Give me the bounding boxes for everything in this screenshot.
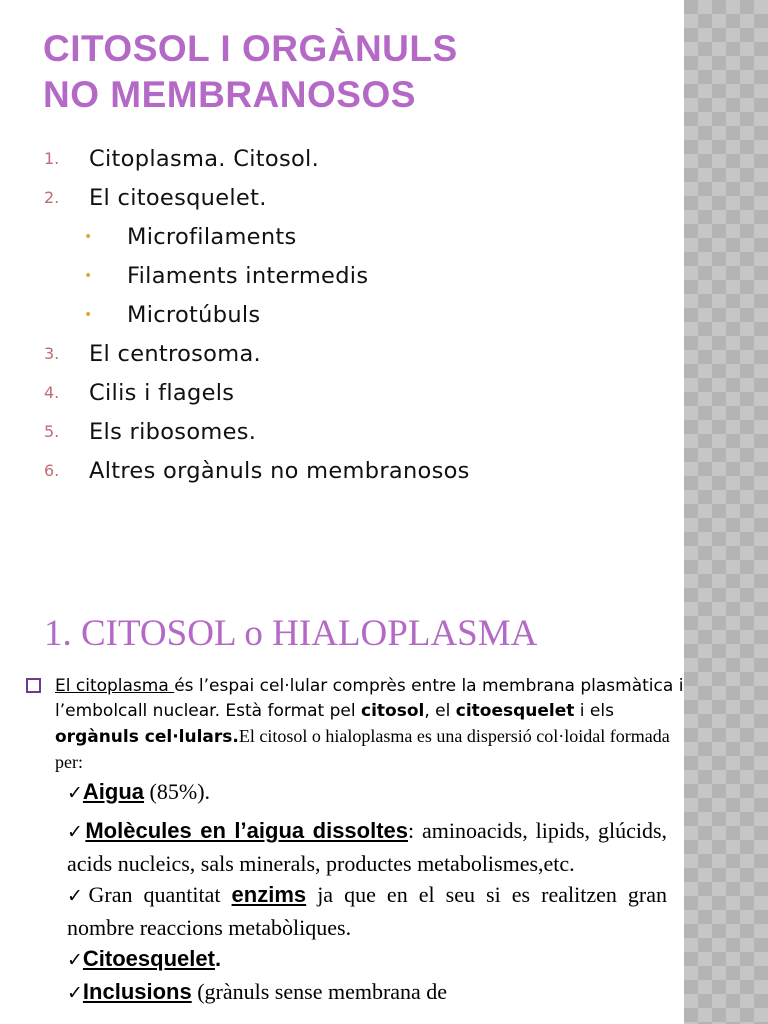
- list-item: [44, 178, 664, 217]
- slide-title: [43, 26, 663, 118]
- bullet-icon: •: [84, 228, 93, 245]
- intro-text-part: i els: [574, 701, 614, 721]
- check-icon: ✓: [67, 885, 89, 907]
- item-text: ja que en el seu si es realitzen gran nombre reaccions metabòliques.: [67, 882, 668, 940]
- list-text: Els ribosomes.: [89, 418, 257, 445]
- list-item: [67, 879, 667, 943]
- list-number: 4.: [44, 383, 60, 402]
- side-pattern-strip: [684, 0, 768, 1024]
- list-item: [67, 776, 667, 809]
- check-icon: ✓: [67, 782, 83, 804]
- intro-text-part: és l’espai cel·lular comprès entre la membrana plasmàtica i l’embolcall nuclear. Està format pel: [55, 676, 684, 721]
- table-of-contents: [44, 139, 664, 490]
- list-item: [44, 139, 664, 178]
- item-text: : aminoacids, lipids, glúcids, acids nucleics, sals minerals, productes metabolismes,etc.: [67, 818, 668, 876]
- term-citosol: citosol: [361, 701, 425, 721]
- list-text: El citoesquelet.: [89, 184, 267, 211]
- term-citoplasma: El citoplasma: [55, 676, 175, 696]
- list-number: 3.: [44, 344, 60, 363]
- list-number: 6.: [44, 461, 60, 480]
- item-text: (85%).: [144, 779, 211, 804]
- intro-paragraph: [26, 674, 686, 776]
- list-number: 5.: [44, 422, 60, 441]
- keyword: enzims: [231, 882, 307, 907]
- checkbox-bullet-icon: [26, 678, 41, 693]
- list-item: [44, 334, 664, 373]
- list-text: Altres orgànuls no membranosos: [89, 457, 470, 484]
- section-title: 1. CITOSOL o HIALOPLASMA: [44, 613, 538, 654]
- list-text: Citoplasma. Citosol.: [89, 145, 320, 172]
- list-number: 2.: [44, 188, 60, 207]
- list-text: Cilis i flagels: [89, 379, 235, 406]
- keyword: Inclusions: [82, 979, 192, 1004]
- item-text: Gran quantitat: [88, 882, 232, 907]
- item-text: .: [214, 946, 222, 971]
- intro-text-part: El citosol o hialoplasma es una dispersió col·loidal formada per:: [55, 726, 670, 772]
- check-icon: ✓: [67, 982, 83, 1004]
- list-text: Filaments intermedis: [127, 262, 369, 289]
- sub-list-item: [44, 217, 664, 256]
- composition-list: [67, 776, 667, 1009]
- list-item: [67, 976, 667, 1009]
- keyword: Citoesquelet: [82, 946, 215, 971]
- term-citoesquelet: citoesquelet: [455, 701, 575, 721]
- list-text: Microfilaments: [127, 223, 297, 250]
- title-line-2: NO MEMBRANOSOS: [43, 74, 416, 115]
- item-text: (grànuls sense membrana de: [191, 979, 448, 1004]
- bullet-icon: •: [84, 306, 93, 323]
- list-item: [44, 412, 664, 451]
- intro-text-part: , el: [424, 701, 456, 721]
- list-item: [67, 943, 667, 976]
- list-text: Microtúbuls: [127, 301, 261, 328]
- list-item: [67, 815, 667, 879]
- bullet-icon: •: [84, 267, 93, 284]
- keyword: Aigua: [82, 779, 145, 804]
- list-item: [44, 373, 664, 412]
- keyword: Molècules en l’aigua dissoltes: [85, 818, 409, 843]
- check-icon: ✓: [67, 821, 86, 843]
- check-icon: ✓: [67, 949, 83, 971]
- term-organuls: orgànuls cel·lulars.: [55, 727, 239, 747]
- title-line-1: CITOSOL I ORGÀNULS: [43, 28, 458, 69]
- list-text: El centrosoma.: [89, 340, 261, 367]
- sub-list-item: [44, 295, 664, 334]
- list-item: [44, 451, 664, 490]
- list-number: 1.: [44, 149, 60, 168]
- intro-text: [55, 674, 686, 776]
- sub-list-item: [44, 256, 664, 295]
